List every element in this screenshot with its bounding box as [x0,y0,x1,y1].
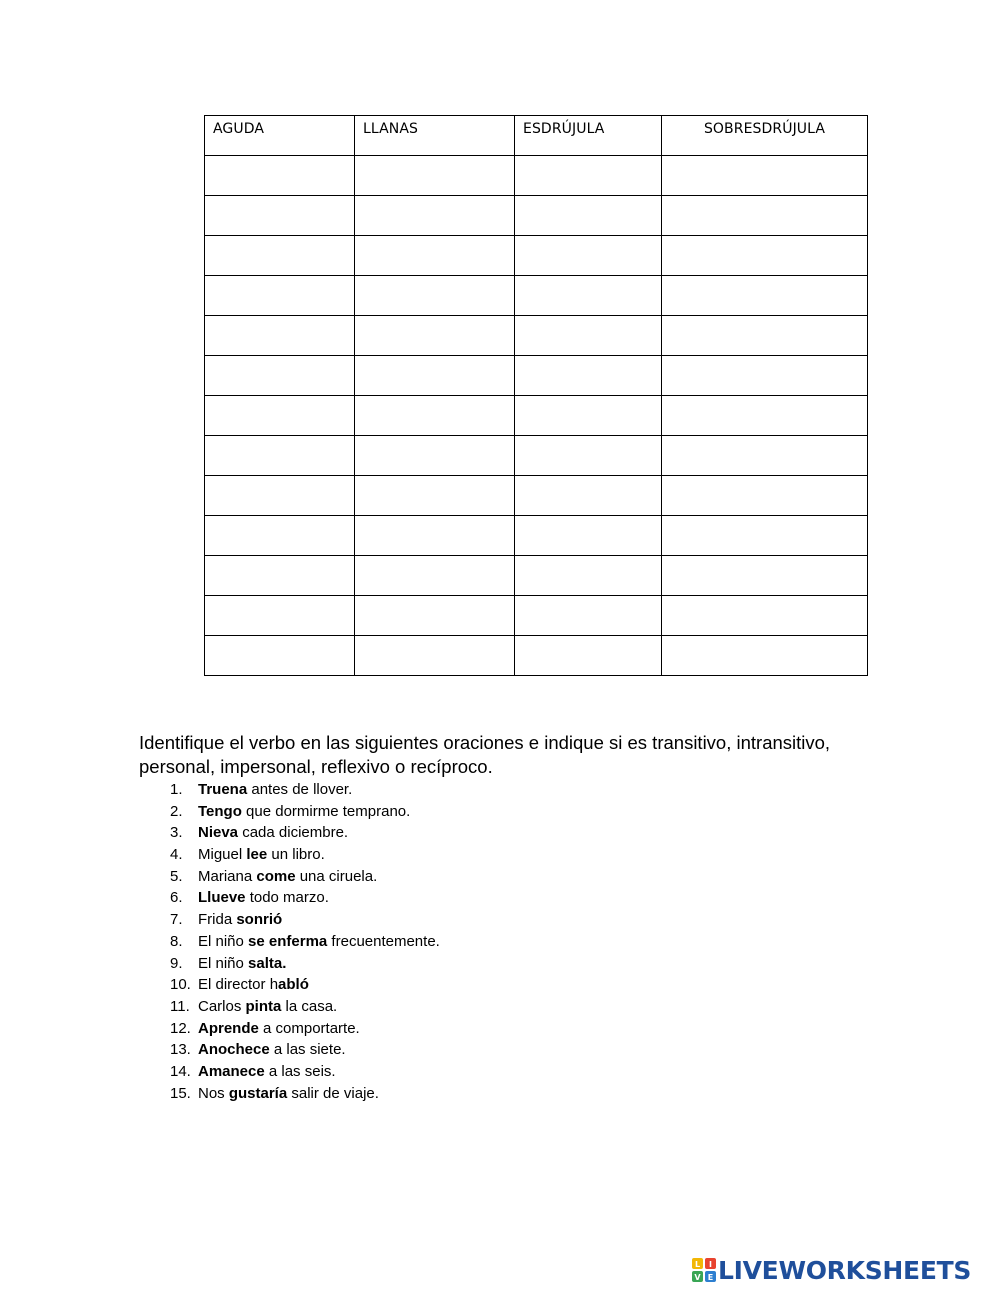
answer-cell[interactable] [205,236,355,276]
answer-cell[interactable] [662,556,868,596]
answer-cell[interactable] [355,596,515,636]
logo-icon-letter: I [709,1260,712,1269]
sentence-verb: Amanece [198,1062,265,1080]
answer-cell[interactable] [515,196,662,236]
sentence-text: Mariana [198,867,257,885]
logo-icon-letter: E [707,1273,714,1282]
sentence-text: El niño [198,932,249,950]
sentence-item [170,1018,440,1040]
sentence-text: salir de viaje. [287,1084,379,1102]
answer-cell[interactable] [515,476,662,516]
sentence-item [170,1039,440,1061]
sentence-item [170,801,440,823]
answer-cell[interactable] [515,636,662,676]
sentence-text: Nos [198,1084,229,1102]
sentence-verb: come [256,867,296,885]
sentence-text: que dormirme temprano. [241,802,411,820]
sentence-number: 2. [170,802,183,820]
answer-cell[interactable] [662,356,868,396]
sentence-number: 8. [170,932,183,950]
sentence-number: 4. [170,846,183,864]
answer-cell[interactable] [205,356,355,396]
answer-cell[interactable] [205,276,355,316]
table-row [205,276,868,316]
answer-cell[interactable] [205,476,355,516]
sentence-item [170,822,440,844]
sentence-item [170,953,440,975]
sentence-text: a las seis. [264,1062,336,1080]
sentence-number: 11. [170,997,190,1015]
sentence-item [170,779,440,801]
answer-cell[interactable] [662,476,868,516]
instructions-text: Identifique el verbo en las siguientes oraciones e indique si es transitivo, intransitivo, personal, impersonal, reflexivo o recíproco. [139,731,831,777]
answer-cell[interactable] [355,396,515,436]
answer-cell[interactable] [205,556,355,596]
header-sobresdrujula: SOBRESDRÚJULA [662,116,868,156]
answer-cell[interactable] [662,196,868,236]
sentence-number: 12. [170,1019,191,1037]
sentence-item [170,866,440,888]
sentence-text: a las siete. [269,1041,346,1059]
table-row [205,436,868,476]
liveworksheets-logo-icon [692,1258,716,1282]
answer-cell[interactable] [205,316,355,356]
answer-cell[interactable] [355,316,515,356]
sentence-verb: Llueve [198,889,246,907]
answer-cell[interactable] [205,636,355,676]
table-row [205,396,868,436]
sentence-text: El niño [198,954,249,972]
sentence-item [170,909,440,931]
answer-cell[interactable] [355,436,515,476]
accent-classification-table [204,115,868,676]
logo-icon-letter: V [694,1273,701,1282]
answer-cell[interactable] [662,436,868,476]
sentence-item [170,887,440,909]
table-row [205,316,868,356]
liveworksheets-logo-text: LIVEWORKSHEETS [718,1255,972,1285]
sentence-text: Carlos [198,997,246,1015]
answer-cell[interactable] [662,276,868,316]
sentence-text: la casa. [281,997,338,1015]
sentence-verb: Aprende [198,1019,259,1037]
answer-cell[interactable] [515,156,662,196]
answer-cell[interactable] [515,516,662,556]
answer-cell[interactable] [515,436,662,476]
header-llanas: LLANAS [355,116,515,156]
answer-cell[interactable] [355,356,515,396]
answer-cell[interactable] [515,356,662,396]
table-row [205,156,868,196]
sentence-item [170,974,440,996]
table-row [205,556,868,596]
sentence-verb: Tengo [198,802,242,820]
sentence-item [170,1061,440,1083]
answer-cell[interactable] [515,556,662,596]
sentence-item [170,996,440,1018]
sentence-number: 15. [170,1084,191,1102]
answer-cell[interactable] [515,596,662,636]
answer-cell[interactable] [662,516,868,556]
header-aguda: AGUDA [205,116,355,156]
sentence-verb: Truena [198,781,248,798]
sentence-verb: Nieva [198,824,239,842]
answer-cell[interactable] [662,316,868,356]
sentence-verb: gustaría [228,1084,288,1102]
answer-cell[interactable] [515,316,662,356]
header-esdrujula: ESDRÚJULA [515,116,662,156]
table-row [205,236,868,276]
sentence-text: una ciruela. [295,867,378,885]
sentence-number: 3. [170,824,183,842]
sentence-verb: salta. [248,954,287,972]
table-row [205,196,868,236]
table-row [205,636,868,676]
answer-cell[interactable] [355,276,515,316]
table-header-row [205,116,868,156]
sentence-text: frecuentemente. [327,932,440,950]
sentence-verb: se enferma [248,932,328,950]
answer-cell[interactable] [355,556,515,596]
sentence-number: 6. [170,889,183,907]
sentence-number: 13. [170,1041,191,1059]
answer-cell[interactable] [515,396,662,436]
table-row [205,596,868,636]
table-row [205,476,868,516]
logo-icon-letter: L [694,1260,701,1269]
sentence-text: un libro. [267,846,325,864]
sentence-verb: sonrió [236,911,283,929]
sentence-text: todo marzo. [245,889,329,907]
answer-cell[interactable] [515,236,662,276]
sentence-verb: abló [278,976,309,994]
answer-cell[interactable] [662,396,868,436]
answer-cell[interactable] [205,436,355,476]
answer-cell[interactable] [662,636,868,676]
sentence-number: 9. [170,954,183,972]
sentence-text: Miguel [198,846,247,864]
sentence-item [170,844,440,866]
sentence-verb: lee [246,846,268,864]
answer-cell[interactable] [205,596,355,636]
table-row [205,356,868,396]
sentence-number: 7. [170,911,183,929]
answer-cell[interactable] [205,396,355,436]
sentence-item [170,931,440,953]
sentence-verb: Anochece [198,1041,270,1059]
answer-cell[interactable] [355,476,515,516]
answer-cell[interactable] [662,156,868,196]
sentence-text: Frida [198,911,237,929]
sentence-text: a comportarte. [258,1019,360,1037]
answer-cell[interactable] [355,516,515,556]
sentence-number: 10. [170,976,191,994]
answer-cell[interactable] [355,156,515,196]
sentence-text: cada diciembre. [238,824,349,842]
table-body [205,156,868,676]
answer-cell[interactable] [662,236,868,276]
answer-cell[interactable] [515,276,662,316]
answer-cell[interactable] [205,196,355,236]
sentence-text: antes de llover. [247,781,353,798]
answer-cell[interactable] [355,636,515,676]
liveworksheets-logo [692,1256,971,1284]
sentence-item [170,1083,440,1105]
answer-cell[interactable] [662,596,868,636]
answer-cell[interactable] [205,156,355,196]
sentence-number: 5. [170,867,183,885]
answer-cell[interactable] [355,196,515,236]
sentence-number: 1. [170,781,183,798]
answer-cell[interactable] [355,236,515,276]
answer-cell[interactable] [205,516,355,556]
sentence-verb: pinta [245,997,282,1015]
sentence-text: El director h [198,976,279,994]
table-row [205,516,868,556]
sentence-number: 14. [170,1062,191,1080]
sentence-list [170,779,440,1104]
